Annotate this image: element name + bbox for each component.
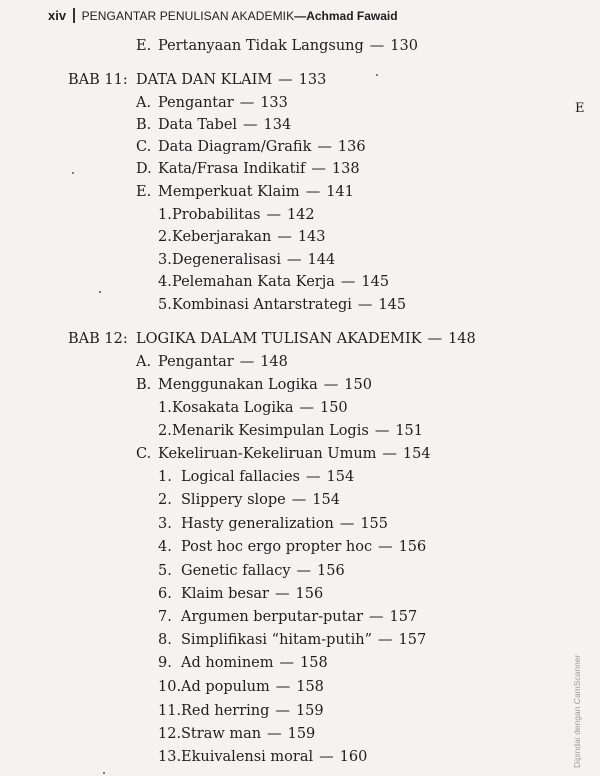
toc-title: DATA DAN KLAIM xyxy=(136,72,273,88)
book-title: PENGANTAR PENULISAN AKADEMIK xyxy=(81,8,295,23)
toc-entry xyxy=(158,399,348,417)
toc-page-number: 133 xyxy=(298,72,327,88)
toc-entry xyxy=(158,491,340,509)
toc-entry xyxy=(136,183,354,201)
toc-page-number: 157 xyxy=(398,632,427,648)
book-author: —Achmad Fawaid xyxy=(294,8,398,23)
toc-dash: — xyxy=(278,72,293,88)
toc-dash: — xyxy=(323,377,339,393)
toc-dash: — xyxy=(311,161,326,177)
toc-marker: 13. xyxy=(158,749,182,765)
toc-marker: 5. xyxy=(158,563,172,579)
toc-dash: — xyxy=(287,252,302,268)
toc-page-number: 142 xyxy=(286,207,315,223)
toc-page-number: 156 xyxy=(317,563,345,579)
toc-title: Pengantar xyxy=(158,95,234,111)
toc-title: Argumen berputar-putar xyxy=(181,609,364,625)
toc-title: Straw man xyxy=(181,726,262,742)
toc-page-number: 158 xyxy=(300,655,328,671)
toc-marker: BAB 12: xyxy=(68,331,128,347)
toc-marker: BAB 11: xyxy=(68,72,128,88)
toc-marker: 1. xyxy=(158,469,172,485)
header-divider xyxy=(73,8,75,23)
toc-page-number: 144 xyxy=(307,252,336,268)
toc-title: Ad hominem xyxy=(181,655,274,671)
toc-entry xyxy=(158,538,426,556)
toc-marker: A. xyxy=(136,354,152,370)
toc-page-number: 145 xyxy=(378,297,407,313)
toc-title: LOGIKA DALAM TULISAN AKADEMIK xyxy=(136,331,422,347)
toc-marker: 12. xyxy=(158,726,182,742)
toc-dash: — xyxy=(357,297,373,313)
toc-marker: 1. xyxy=(158,400,172,416)
toc-dash: — xyxy=(275,586,290,602)
toc-page-number: 134 xyxy=(263,117,292,133)
toc-title: Red herring xyxy=(181,703,270,719)
toc-entry xyxy=(158,702,324,720)
toc-title: Simplifikasi “hitam-putih” xyxy=(181,632,373,648)
toc-title: Hasty generalization xyxy=(181,516,334,532)
toc-page-number: 148 xyxy=(260,354,288,370)
scan-speck xyxy=(72,172,74,174)
toc-title: Genetic fallacy xyxy=(181,563,291,579)
toc-marker: E. xyxy=(136,184,152,200)
scan-speck xyxy=(99,291,101,293)
toc-marker: 9. xyxy=(158,655,172,671)
toc-title: Pelemahan Kata Kerja xyxy=(172,274,335,290)
toc-marker: 2. xyxy=(158,229,172,245)
toc-marker: E. xyxy=(136,38,152,54)
toc-dash: — xyxy=(317,139,332,155)
toc-page-number: 157 xyxy=(389,609,418,625)
toc-marker: 4. xyxy=(158,539,172,555)
toc-marker: 1. xyxy=(158,207,172,223)
toc-page-number: 136 xyxy=(337,139,366,155)
toc-page-number: 160 xyxy=(339,749,368,765)
toc-page-number: 156 xyxy=(295,586,324,602)
toc-dash: — xyxy=(374,423,390,439)
toc-dash: — xyxy=(378,632,393,648)
toc-marker: B. xyxy=(136,117,152,133)
page-number: xiv xyxy=(48,8,67,23)
toc-marker: C. xyxy=(136,446,152,462)
toc-entry xyxy=(158,251,335,269)
toc-title: Slippery slope xyxy=(181,492,286,508)
toc-title: Kekeliruan-Kekeliruan Umum xyxy=(158,446,377,462)
toc-page-number: 158 xyxy=(296,679,324,695)
toc-title: Kosakata Logika xyxy=(172,400,294,416)
toc-marker: C. xyxy=(136,139,152,155)
toc-marker: 5. xyxy=(158,297,172,313)
toc-marker: 4. xyxy=(158,274,172,290)
toc-entry xyxy=(158,228,326,246)
toc-dash: — xyxy=(243,117,258,133)
toc-entry xyxy=(158,515,388,533)
toc-marker: 6. xyxy=(158,586,172,602)
toc-page-number: 151 xyxy=(395,423,423,439)
toc-title: Pertanyaan Tidak Langsung xyxy=(158,38,364,54)
toc-page-number: 154 xyxy=(402,446,431,462)
toc-title: Memperkuat Klaim xyxy=(158,184,300,200)
toc-page-number: 154 xyxy=(312,492,340,508)
toc-dash: — xyxy=(291,492,307,508)
toc-page-number: 148 xyxy=(448,331,476,347)
toc-title: Klaim besar xyxy=(181,586,269,602)
toc-entry xyxy=(158,608,417,626)
toc-entry xyxy=(136,138,366,156)
toc-entry xyxy=(158,654,328,672)
toc-entry xyxy=(136,116,291,134)
toc-dash: — xyxy=(296,563,312,579)
toc-entry xyxy=(158,725,315,743)
toc-title: Degeneralisasi xyxy=(172,252,282,268)
toc-marker: 2. xyxy=(158,423,172,439)
toc-dash: — xyxy=(306,469,321,485)
toc-page-number: 141 xyxy=(326,184,354,200)
scan-speck xyxy=(376,74,378,76)
toc-entry xyxy=(136,94,288,112)
toc-dash: — xyxy=(239,95,255,111)
toc-page-number: 159 xyxy=(295,703,324,719)
toc-marker: 3. xyxy=(158,516,172,532)
toc-page-number: 155 xyxy=(360,516,388,532)
toc-page-number: 150 xyxy=(344,377,372,393)
toc-page-number: 145 xyxy=(361,274,390,290)
toc-dash: — xyxy=(340,274,356,290)
adjacent-page-glyph: E xyxy=(575,101,585,116)
toc-chapter xyxy=(68,330,476,348)
toc-entry xyxy=(136,445,431,463)
toc-entry xyxy=(158,422,423,440)
toc-entry xyxy=(136,37,418,55)
toc-title: Menarik Kesimpulan Logis xyxy=(172,423,369,439)
scan-speck xyxy=(103,772,105,774)
toc-page-number: 130 xyxy=(390,38,418,54)
toc-dash: — xyxy=(267,726,282,742)
toc-dash: — xyxy=(279,655,294,671)
toc-entry xyxy=(158,748,367,766)
toc-entry xyxy=(158,678,324,696)
toc-entry xyxy=(158,206,315,224)
toc-marker: 10. xyxy=(158,679,182,695)
toc-entry xyxy=(158,273,389,291)
toc-dash: — xyxy=(299,400,314,416)
toc-title: Kata/Frasa Indikatif xyxy=(158,161,306,177)
toc-title: Ekuivalensi moral xyxy=(181,749,314,765)
toc-page-number: 150 xyxy=(319,400,348,416)
scanner-watermark: Dipindai dengan CamScanner xyxy=(572,654,582,768)
toc-page-number: 138 xyxy=(331,161,360,177)
toc-dash: — xyxy=(266,207,281,223)
toc-dash: — xyxy=(378,539,393,555)
toc-entry xyxy=(136,353,288,371)
toc-marker: 7. xyxy=(158,609,172,625)
toc-dash: — xyxy=(369,609,384,625)
toc-chapter xyxy=(68,71,326,89)
toc-dash: — xyxy=(339,516,355,532)
toc-dash: — xyxy=(275,703,290,719)
toc-entry xyxy=(158,296,406,314)
toc-dash: — xyxy=(427,331,443,347)
toc-entry xyxy=(158,468,354,486)
toc-page-number: 154 xyxy=(326,469,355,485)
toc-marker: B. xyxy=(136,377,152,393)
toc-marker: 3. xyxy=(158,252,172,268)
toc-marker: 8. xyxy=(158,632,172,648)
toc-entry xyxy=(158,585,323,603)
toc-page-number: 156 xyxy=(398,539,427,555)
toc-dash: — xyxy=(277,229,292,245)
toc-dash: — xyxy=(319,749,334,765)
toc-title: Menggunakan Logika xyxy=(158,377,318,393)
toc-marker: D. xyxy=(136,161,152,177)
toc-title: Kombinasi Antarstrategi xyxy=(172,297,352,313)
toc-title: Logical fallacies xyxy=(181,469,301,485)
toc-marker: A. xyxy=(136,95,152,111)
toc-title: Data Tabel xyxy=(158,117,238,133)
toc-page-number: 159 xyxy=(287,726,316,742)
toc-dash: — xyxy=(382,446,397,462)
toc-entry xyxy=(158,631,426,649)
toc-title: Pengantar xyxy=(158,354,234,370)
toc-entry xyxy=(136,376,372,394)
toc-title: Keberjarakan xyxy=(172,229,272,245)
toc-entry xyxy=(158,562,345,580)
toc-page-number: 133 xyxy=(260,95,288,111)
toc-dash: — xyxy=(369,38,385,54)
toc-title: Data Diagram/Grafik xyxy=(158,139,312,155)
toc-page-number: 143 xyxy=(297,229,326,245)
toc-marker: 11. xyxy=(158,703,182,719)
toc-entry xyxy=(136,160,360,178)
toc-title: Probabilitas xyxy=(172,207,261,223)
toc-dash: — xyxy=(305,184,321,200)
toc-marker: 2. xyxy=(158,492,172,508)
toc-dash: — xyxy=(239,354,255,370)
running-header xyxy=(48,8,398,23)
toc-dash: — xyxy=(275,679,291,695)
toc-title: Post hoc ergo propter hoc xyxy=(181,539,373,555)
toc-title: Ad populum xyxy=(181,679,270,695)
